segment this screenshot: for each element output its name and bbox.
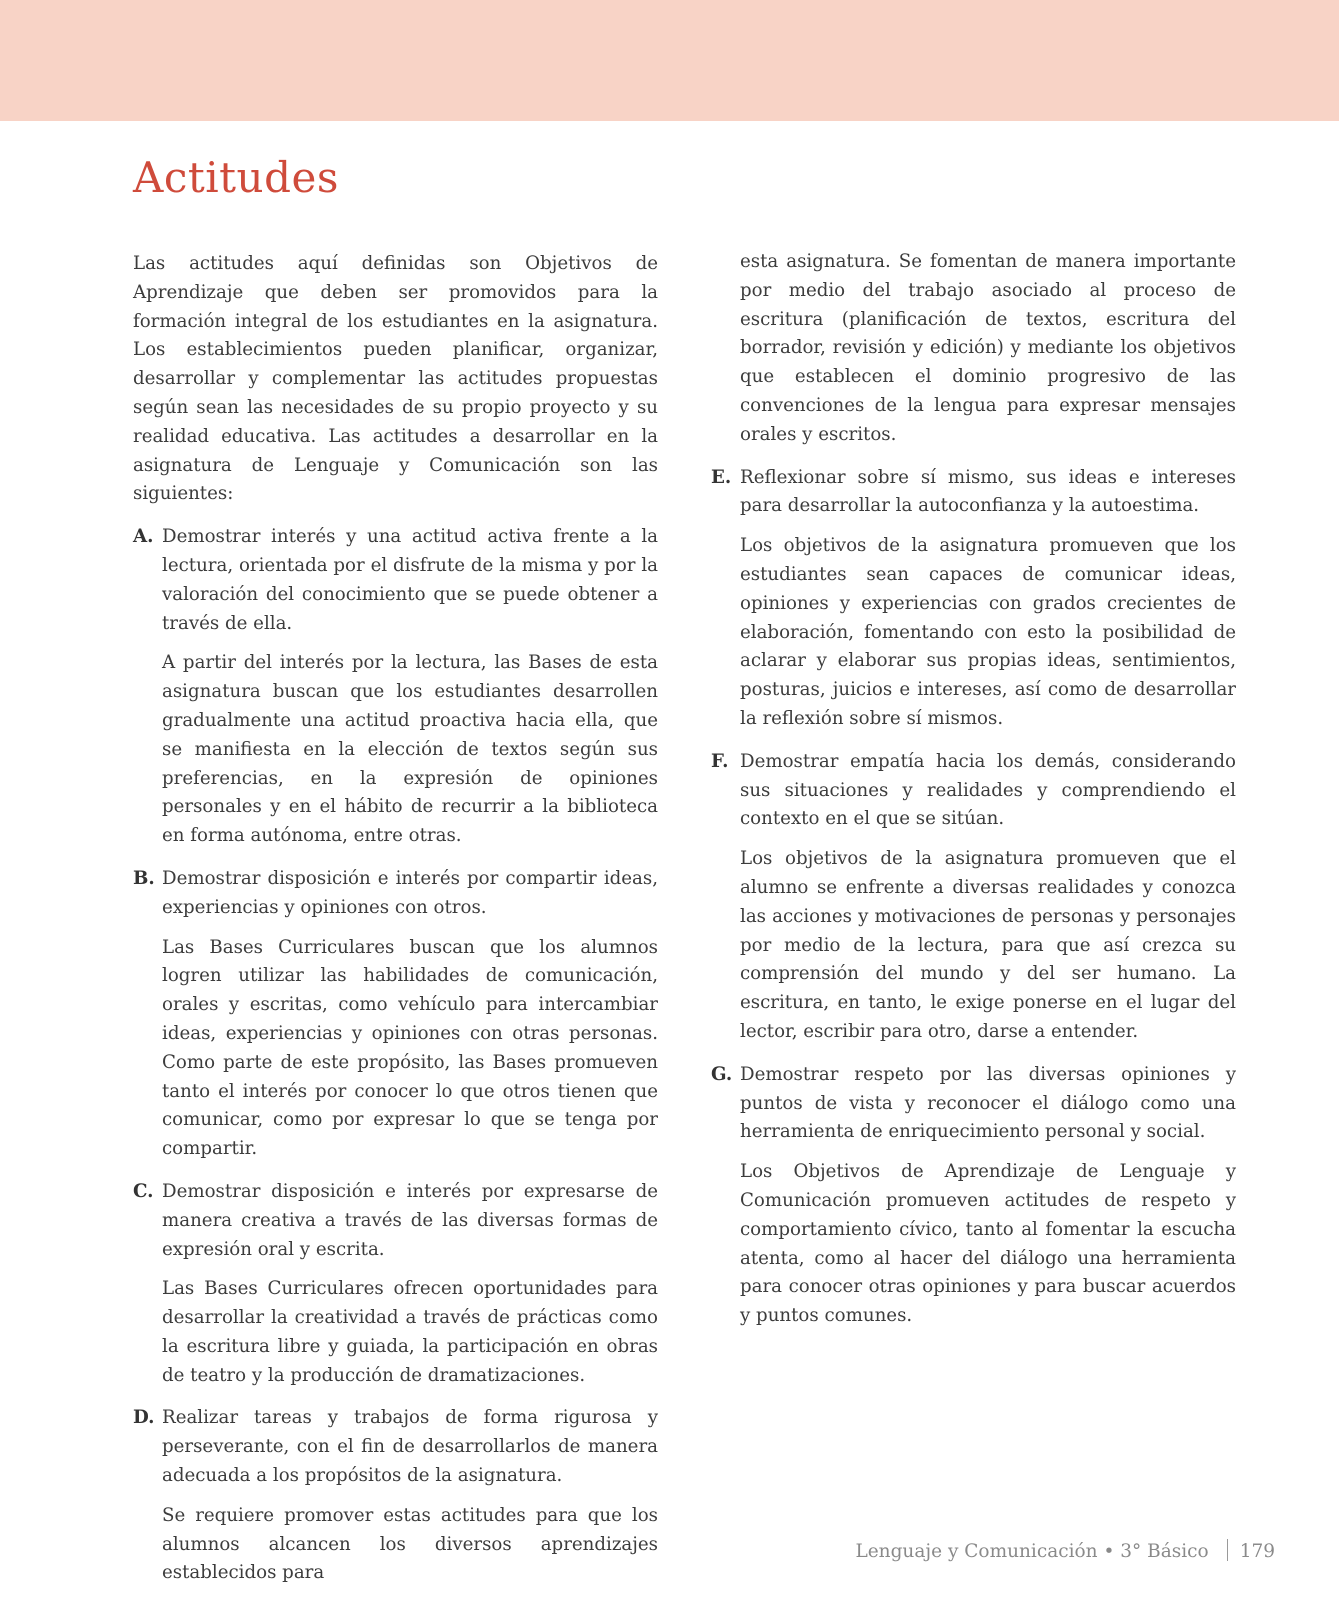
item-explanation: Las Bases Curriculares buscan que los alumnos logren utilizar las habilidades de comunicación, orales y escritas, como vehículo para intercambiar ideas, experiencias y opiniones con otras personas. Como parte de este propósito, las Bases promueven tanto el interés por conocer lo que otros tienen que comunicar, como por expresar lo que se tenga por compartir. bbox=[162, 936, 658, 1160]
header-band bbox=[0, 0, 1339, 121]
item-letter: G. bbox=[711, 1063, 733, 1085]
item-letter: F. bbox=[711, 750, 729, 772]
attitude-item-a bbox=[133, 523, 658, 851]
item-d-explanation-continued: esta asignatura. Se fomentan de manera importante por medio del trabajo asociado al proceso de escritura (planificación de textos, escritura del borrador, revisión y edición) y mediante los objetivos que establecen el dominio progresivo de las convenciones de la lengua para expresar mensajes orales y escritos. bbox=[740, 251, 1236, 445]
item-explanation: Los objetivos de la asignatura promueven que el alumno se enfrente a diversas realidades y conozca las acciones y motivaciones de personas y personajes por medio de la lectura, para que así crezca su comprensión del mundo y del ser humano. La escritura, en tanto, le exige ponerse en el lugar del lector, escribir para otro, darse a entender. bbox=[740, 848, 1236, 1042]
attitude-item-b bbox=[133, 865, 658, 1164]
page-footer bbox=[855, 1539, 1275, 1562]
footer-divider bbox=[1227, 1539, 1228, 1561]
footer-subject: Lenguaje y Comunicación • 3° Básico bbox=[855, 1541, 1209, 1562]
item-explanation: Se requiere promover estas actitudes para que los alumnos alcancen los diversos aprendizajes establecidos para bbox=[162, 1504, 658, 1584]
attitude-item-g bbox=[711, 1061, 1236, 1331]
attitude-item-e bbox=[711, 464, 1236, 734]
attitude-item-f bbox=[711, 748, 1236, 1047]
item-letter: B. bbox=[133, 867, 155, 889]
item-letter: E. bbox=[711, 466, 732, 488]
right-column bbox=[711, 248, 1236, 1331]
item-letter: A. bbox=[133, 526, 154, 548]
page-number: 179 bbox=[1239, 1541, 1275, 1562]
item-explanation: Las Bases Curriculares ofrecen oportunidades para desarrollar la creatividad a través de prácticas como la escritura libre y guiada, la participación en obras de teatro y la producción de dramatizaciones. bbox=[162, 1278, 658, 1386]
attitude-item-d bbox=[133, 1404, 658, 1588]
item-statement: Demostrar disposición e interés por expresarse de manera creativa a través de las diversas formas de expresión oral y escrita. bbox=[162, 1180, 658, 1260]
item-statement: Demostrar empatía hacia los demás, considerando sus situaciones y realidades y comprendiendo el contexto en el que se sitúan. bbox=[740, 750, 1236, 830]
item-statement: Demostrar disposición e interés por compartir ideas, experiencias y opiniones con otros. bbox=[162, 867, 658, 918]
item-letter: D. bbox=[133, 1407, 155, 1429]
item-statement: Demostrar respeto por las diversas opiniones y puntos de vista y reconocer el diálogo como una herramienta de enriquecimiento personal y social. bbox=[740, 1063, 1236, 1143]
item-explanation: Los objetivos de la asignatura promueven que los estudiantes sean capaces de comunicar ideas, opiniones y experiencias con grados crecientes de elaboración, fomentando con esto la posibilidad de aclarar y elaborar sus propias ideas, sentimientos, posturas, juicios e intereses, así como de desarrollar la reflexión sobre sí mismos. bbox=[740, 535, 1236, 729]
item-explanation: Los Objetivos de Aprendizaje de Lenguaje y Comunicación promueven actitudes de respeto y comportamiento cívico, tanto al fomentar la escucha atenta, como al hacer del diálogo una herramienta para conocer otras opiniones y para buscar acuerdos y puntos comunes. bbox=[740, 1161, 1236, 1327]
page-title: Actitudes bbox=[133, 153, 339, 202]
item-explanation: A partir del interés por la lectura, las Bases de esta asignatura buscan que los estudiantes desarrollen gradualmente una actitud proactiva hacia ella, que se manifiesta en la elección de textos según sus preferencias, en la expresión de opiniones personales y en el hábito de recurrir a la biblioteca en forma autónoma, entre otras. bbox=[162, 652, 658, 847]
left-column bbox=[133, 250, 658, 1588]
attitude-item-c bbox=[133, 1178, 658, 1391]
item-statement: Realizar tareas y trabajos de forma rigurosa y perseverante, con el fin de desarrollarlos de manera adecuada a los propósitos de la asignatura. bbox=[162, 1407, 658, 1487]
intro-paragraph: Las actitudes aquí definidas son Objetivos de Aprendizaje que deben ser promovidos para la formación integral de los estudiantes en la asignatura. Los establecimientos pueden planificar, organizar, desarrollar y complementar las actitudes propuestas según sean las necesidades de su propio proyecto y su realidad educativa. Las actitudes a desarrollar en la asignatura de Lenguaje y Comunicación son las siguientes: bbox=[133, 253, 658, 505]
item-statement: Reflexionar sobre sí mismo, sus ideas e intereses para desarrollar la autoconfianza y la autoestima. bbox=[740, 466, 1236, 517]
item-statement: Demostrar interés y una actitud activa frente a la lectura, orientada por el disfrute de la misma y por la valoración del conocimiento que se puede obtener a través de ella. bbox=[162, 526, 658, 634]
item-letter: C. bbox=[133, 1180, 154, 1202]
